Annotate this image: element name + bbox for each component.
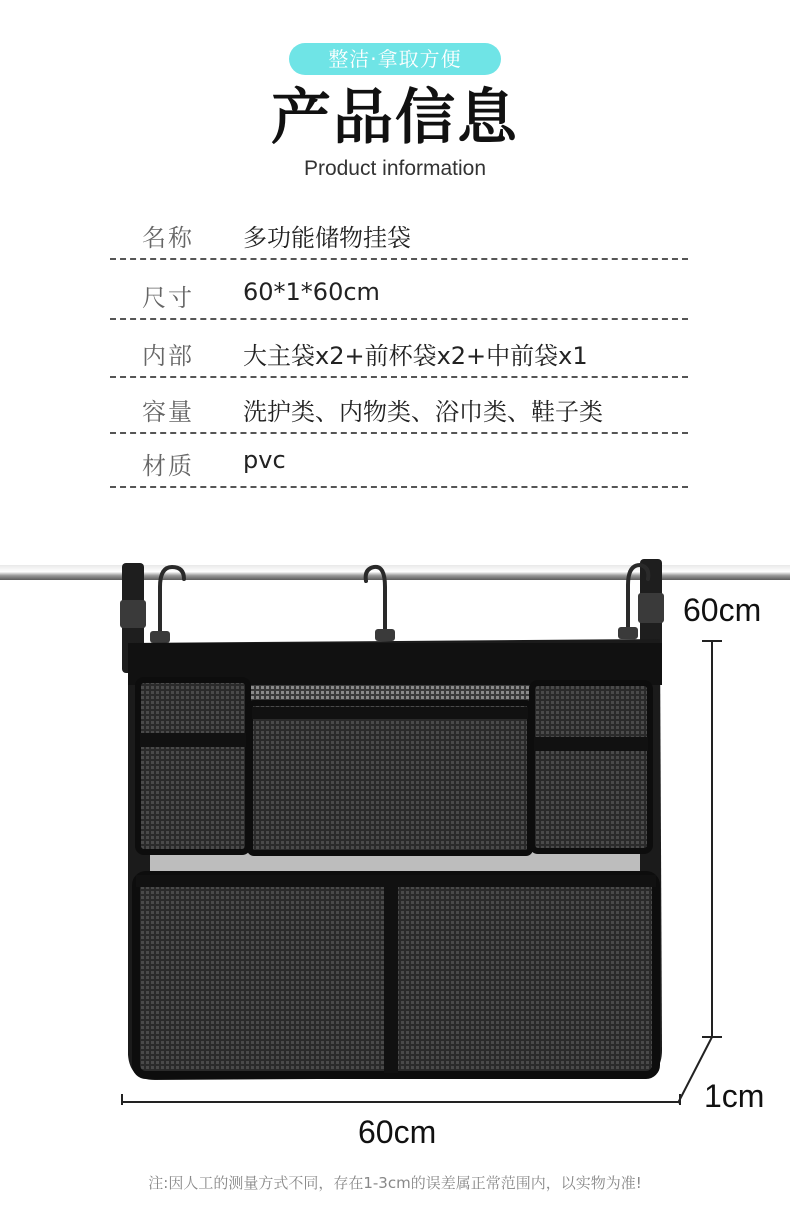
depth-label: 1cm bbox=[704, 1078, 765, 1114]
width-label: 60cm bbox=[358, 1114, 437, 1150]
mesh-bag bbox=[128, 639, 662, 1080]
spec-label: 名称 bbox=[142, 224, 194, 252]
width-dimension bbox=[122, 1094, 680, 1105]
page-subtitle: Product information bbox=[303, 157, 487, 180]
spec-value: 洗护类、内物类、浴巾类、鞋子类 bbox=[243, 398, 603, 426]
dashed-divider bbox=[110, 318, 688, 320]
spec-row-material bbox=[110, 440, 688, 480]
spec-value: 60*1*60cm bbox=[243, 278, 380, 306]
tagline-badge: 整洁·拿取方便 bbox=[289, 43, 501, 75]
spec-label: 尺寸 bbox=[142, 284, 194, 312]
spec-row-capacity bbox=[110, 386, 688, 426]
spec-label: 容量 bbox=[142, 398, 194, 426]
spec-value: 多功能储物挂袋 bbox=[243, 224, 411, 252]
dashed-divider bbox=[110, 432, 688, 434]
spec-row-size bbox=[110, 272, 688, 312]
height-label: 60cm bbox=[683, 592, 762, 628]
height-dimension bbox=[702, 641, 722, 1037]
product-photo bbox=[0, 545, 790, 1105]
spec-label: 内部 bbox=[142, 342, 194, 370]
spec-value: pvc bbox=[243, 446, 286, 474]
spec-label: 材质 bbox=[142, 452, 194, 480]
measurement-note: 注:因人工的测量方式不同，存在1-3cm的误差属正常范围内，以实物为准! bbox=[148, 1174, 642, 1192]
hanging-rod bbox=[0, 565, 790, 580]
dashed-divider bbox=[110, 376, 688, 378]
spec-row-interior bbox=[110, 330, 688, 370]
spec-row-name bbox=[110, 212, 688, 252]
dashed-divider bbox=[110, 258, 688, 260]
dashed-divider bbox=[110, 486, 688, 488]
spec-value: 大主袋x2+前杯袋x2+中前袋x1 bbox=[243, 342, 588, 370]
page-title: 产品信息 bbox=[271, 83, 519, 153]
